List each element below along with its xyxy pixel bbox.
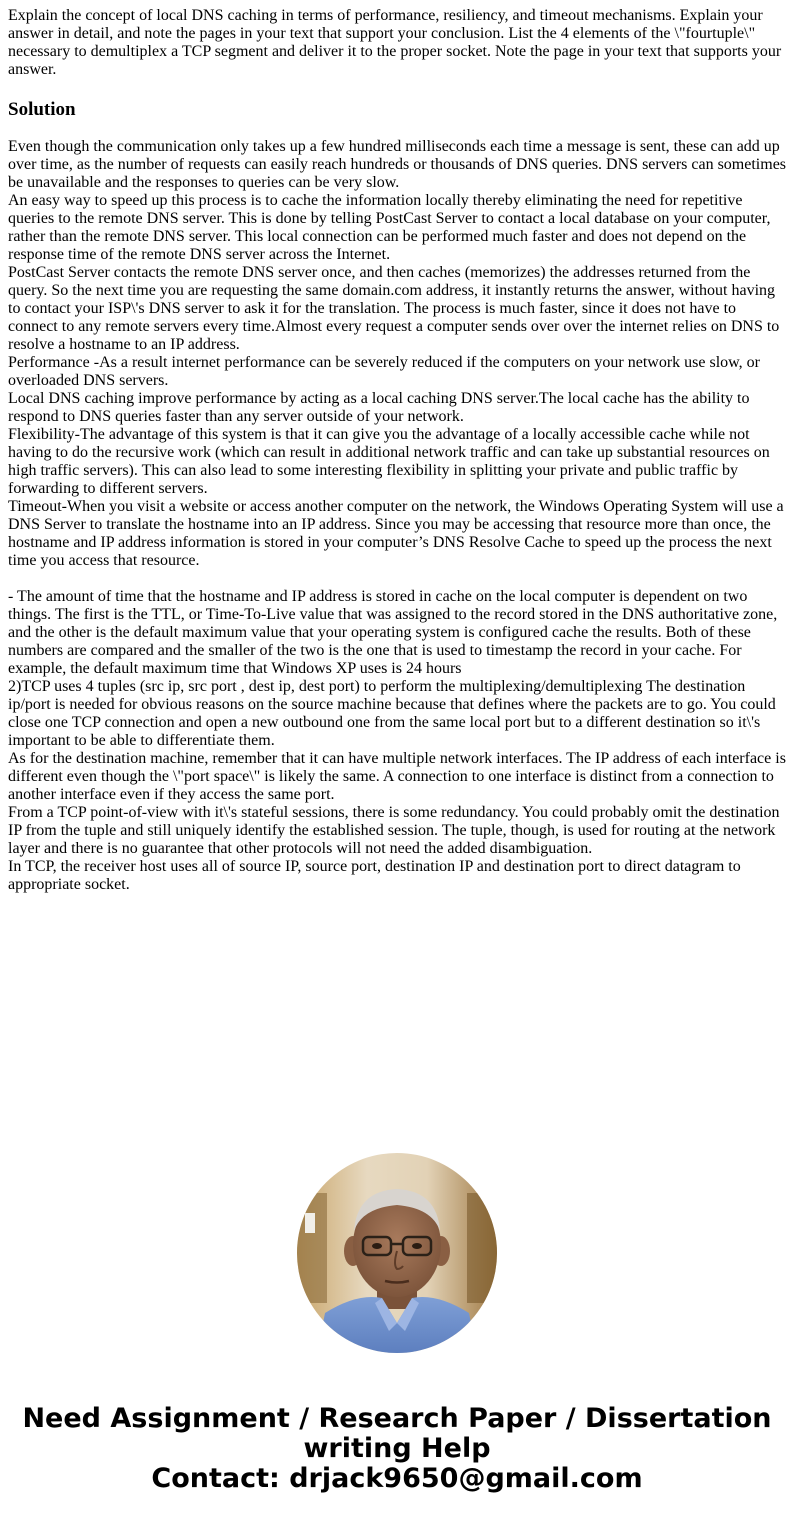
document-body xyxy=(8,7,788,894)
author-portrait-image xyxy=(297,1153,497,1353)
promo-contact: Contact: drjack9650@gmail.com xyxy=(151,1463,643,1494)
solution-paragraph: - The amount of time that the hostname and IP address is stored in cache on the local computer is dependent on two things. The first is the TTL, or Time-To-Live value that was assigned to the record stored in the DNS authoritative zone, and the other is the default maximum value that your operating system is configured cache the results. Both of these numbers are compared and the smaller of the two is the one that is used to timestamp the record in your cache. For example, the default maximum time that Windows XP uses is 24 hours xyxy=(8,588,778,677)
solution-paragraph: PostCast Server contacts the remote DNS server once, and then caches (memorizes) the addresses returned from the query. So the next time you are requesting the same domain.com address, it instantly returns the answer, without having to contact your ISP\'s DNS server to ask it for the translation. The process is much faster, since it does not have to connect to any remote servers every time.Almost every request a computer sends over over the internet relies on DNS to resolve a hostname to an IP address. xyxy=(8,264,780,353)
solution-paragraph: Local DNS caching improve performance by acting as a local caching DNS server.The local cache has the ability to respond to DNS queries faster than any server outside of your network. xyxy=(8,390,750,425)
solution-paragraph: Flexibility-The advantage of this system is that it can give you the advantage of a locally accessible cache while not having to do the recursive work (which can result in additional network traffic and can take up substantial resources on high traffic servers). This can also lead to some interesting flexibility in splitting your private and public traffic by forwarding to different servers. xyxy=(8,426,770,497)
solution-paragraph: As for the destination machine, remember that it can have multiple network interfaces. The IP address of each interface is different even though the \"port space\" is likely the same. A connection to one interface is distinct from a connection to another interface even if they access the same port. xyxy=(8,750,786,803)
solution-heading: Solution xyxy=(8,99,76,120)
author-avatar xyxy=(297,1153,497,1353)
solution-paragraph: Performance -As a result internet performance can be severely reduced if the computers on your network use slow, or overloaded DNS servers. xyxy=(8,354,761,389)
promo-line: writing Help xyxy=(303,1433,491,1464)
promo-banner xyxy=(0,1404,794,1494)
question-text: Explain the concept of local DNS caching in terms of performance, resiliency, and timeout mechanisms. Explain your answer in detail, and note the pages in your text that support your conclusion. List the 4 elements of the \"fourtuple\" necessary to demultiplex a TCP segment and deliver it to the proper socket. Note the page in your text that supports your answer. xyxy=(8,7,782,78)
solution-paragraph: An easy way to speed up this process is to cache the information locally thereby eliminating the need for repetitive queries to the remote DNS server. This is done by telling PostCast Server to contact a local database on your computer, rather than the remote DNS server. This local connection can be performed much faster and does not depend on the response time of the remote DNS server across the Internet. xyxy=(8,192,771,263)
solution-paragraph: 2)TCP uses 4 tuples (src ip, src port , dest ip, dest port) to perform the multiplexing/demultiplexing The destination ip/port is needed for obvious reasons on the source machine because that defines where the packets are to go. You could close one TCP connection and open a new outbound one from the same local port but to a different destination so it\'s important to be able to differentiate them. xyxy=(8,678,776,749)
solution-paragraph: In TCP, the receiver host uses all of source IP, source port, destination IP and destination port to direct datagram to appropriate socket. xyxy=(8,858,741,893)
promo-line: Need Assignment / Research Paper / Dissertation xyxy=(22,1403,772,1434)
solution-paragraph: Timeout-When you visit a website or access another computer on the network, the Windows Operating System will use a DNS Server to translate the hostname into an IP address. Since you may be accessing that resource more than once, the hostname and IP address information is stored in your computer’s DNS Resolve Cache to speed up the process the next time you access that resource. xyxy=(8,498,784,569)
solution-paragraph: Even though the communication only takes up a few hundred milliseconds each time a message is sent, these can add up over time, as the number of requests can easily reach hundreds or thousands of DNS queries. DNS servers can sometimes be unavailable and the responses to queries can be very slow. xyxy=(8,138,787,191)
solution-paragraph: From a TCP point-of-view with it\'s stateful sessions, there is some redundancy. You could probably omit the destination IP from the tuple and still uniquely identify the established session. The tuple, though, is used for routing at the network layer and there is no guarantee that other protocols will not need the added disambiguation. xyxy=(8,804,780,857)
